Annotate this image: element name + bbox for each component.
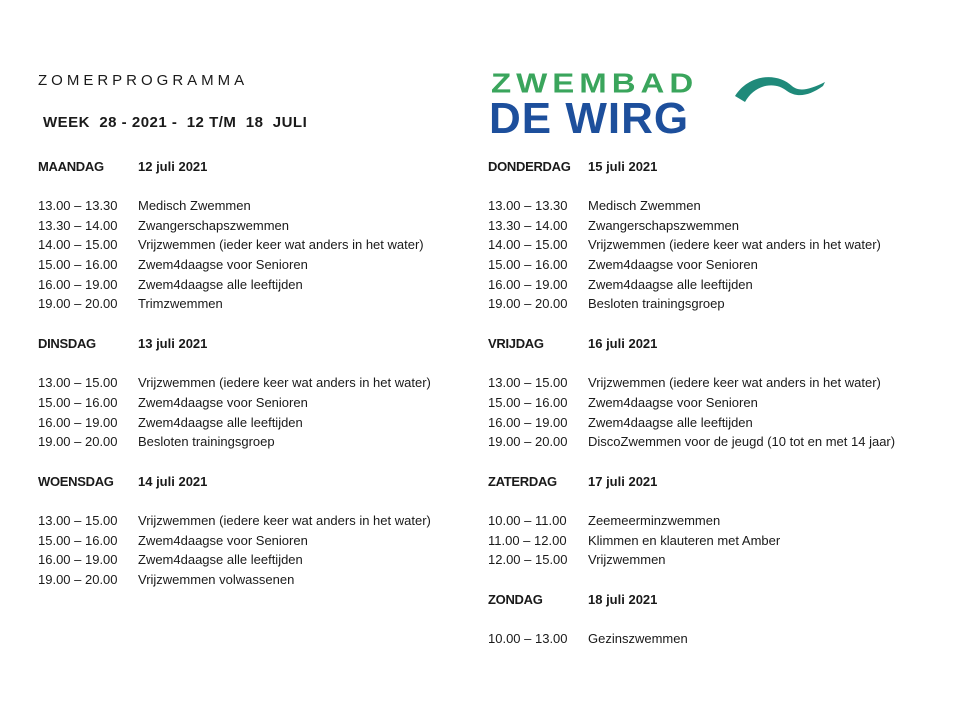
- slot-time: 16.00 – 19.00: [38, 276, 118, 292]
- schedule-row: [38, 393, 478, 413]
- slot-activity: Zwem4daagse voor Senioren: [138, 532, 308, 548]
- slot-activity: Vrijzwemmen (iedere keer wat anders in het water): [588, 375, 881, 391]
- slot-activity: Zeemeerminzwemmen: [588, 512, 721, 528]
- schedule-row: [38, 531, 478, 551]
- day-date: 18 juli 2021: [588, 591, 658, 607]
- schedule-row: [488, 235, 928, 255]
- day-name: DONDERDAG: [488, 159, 571, 174]
- day-header: [488, 472, 928, 492]
- day-header: [38, 472, 478, 492]
- day-name: WOENSDAG: [38, 473, 114, 489]
- slot-time: 15.00 – 16.00: [488, 257, 568, 273]
- slot-activity: Zwem4daagse alle leeftijden: [138, 276, 303, 292]
- day-header: [488, 334, 928, 354]
- schedule-row: [488, 629, 928, 649]
- day-block-dinsdag: [38, 334, 478, 472]
- slot-activity: DiscoZwemmen voor de jeugd (10 tot en met 14 jaar): [588, 434, 896, 450]
- logo-line-de-wirg: DE WIRG: [489, 94, 690, 142]
- slot-activity: Zwem4daagse voor Senioren: [588, 257, 758, 273]
- day-date: 16 juli 2021: [588, 336, 658, 352]
- day-block-zondag: [488, 590, 928, 669]
- slot-activity: Vrijzwemmen: [588, 552, 666, 568]
- schedule-row: [38, 373, 478, 393]
- schedule-row: [488, 275, 928, 295]
- slot-time: 14.00 – 15.00: [38, 237, 118, 253]
- slot-activity: Zwem4daagse alle leeftijden: [138, 414, 303, 430]
- slot-activity: Klimmen en klauteren met Amber: [588, 532, 781, 548]
- schedule-row: [488, 511, 928, 531]
- schedule-row: [38, 570, 478, 590]
- slot-activity: Zwem4daagse alle leeftijden: [138, 552, 303, 568]
- day-header: [488, 590, 928, 610]
- slot-activity: Vrijzwemmen (ieder keer wat anders in het water): [138, 237, 424, 253]
- slot-activity: Vrijzwemmen (iedere keer wat anders in het water): [138, 375, 431, 391]
- schedule-row: [488, 255, 928, 275]
- day-header: [488, 157, 928, 177]
- day-date: 17 juli 2021: [588, 473, 658, 489]
- slot-activity: Vrijzwemmen (iedere keer wat anders in het water): [138, 512, 431, 528]
- schedule-row: [38, 511, 478, 531]
- schedule-row: [488, 196, 928, 216]
- schedule-row: [488, 373, 928, 393]
- day-block-vrijdag: [488, 334, 928, 472]
- schedule-row: [488, 393, 928, 413]
- schedule-row: [38, 413, 478, 433]
- day-date: 12 juli 2021: [138, 159, 208, 174]
- slot-activity: Vrijzwemmen volwassenen: [138, 571, 295, 587]
- slot-time: 11.00 – 12.00: [488, 532, 567, 548]
- slot-time: 13.30 – 14.00: [38, 217, 118, 233]
- schedule-row: [488, 531, 928, 551]
- slot-time: 12.00 – 15.00: [488, 552, 568, 568]
- day-name: DINSDAG: [38, 336, 96, 352]
- week-subtitle: WEEK 28 - 2021 - 12 T/M 18 JULI: [43, 114, 308, 131]
- slot-activity: Zwem4daagse alle leeftijden: [588, 414, 753, 430]
- slot-activity: Gezinszwemmen: [588, 630, 688, 646]
- schedule-column-right: [488, 157, 928, 669]
- slot-activity: Besloten trainingsgroep: [588, 296, 725, 312]
- slot-time: 16.00 – 19.00: [488, 414, 568, 430]
- day-date: 15 juli 2021: [588, 159, 658, 174]
- day-block-woensdag: [38, 472, 478, 610]
- logo-line-zwembad: ZWEMBAD: [491, 67, 699, 99]
- schedule-row: [38, 275, 478, 295]
- schedule-row: [488, 216, 928, 236]
- day-block-zaterdag: [488, 472, 928, 590]
- slot-activity: Zwem4daagse alle leeftijden: [588, 276, 753, 292]
- schedule-column-left: [38, 157, 478, 610]
- slot-time: 19.00 – 20.00: [38, 296, 118, 312]
- schedule-row: [38, 255, 478, 275]
- slot-time: 15.00 – 16.00: [38, 257, 118, 273]
- slot-activity: Zwem4daagse voor Senioren: [138, 394, 308, 410]
- slot-time: 19.00 – 20.00: [488, 434, 568, 450]
- page-title: ZOMERPROGRAMMA: [38, 72, 249, 89]
- schedule-row: [38, 216, 478, 236]
- schedule-row: [38, 196, 478, 216]
- schedule-row: [488, 294, 928, 314]
- day-name: MAANDAG: [38, 159, 104, 174]
- slot-time: 16.00 – 19.00: [38, 414, 118, 430]
- slot-time: 16.00 – 19.00: [488, 276, 568, 292]
- slot-activity: Medisch Zwemmen: [588, 198, 701, 213]
- slot-time: 13.00 – 15.00: [38, 375, 118, 391]
- day-name: ZATERDAG: [488, 473, 557, 489]
- schedule-row: [38, 294, 478, 314]
- slot-activity: Besloten trainingsgroep: [138, 434, 275, 450]
- slot-time: 15.00 – 16.00: [488, 394, 568, 410]
- slot-time: 13.00 – 15.00: [38, 512, 118, 528]
- slot-time: 15.00 – 16.00: [38, 532, 118, 548]
- slot-time: 16.00 – 19.00: [38, 552, 118, 568]
- zwembad-de-wirg-logo: [487, 66, 837, 142]
- logo-wave-icon: [735, 77, 825, 102]
- day-block-donderdag: [488, 157, 928, 334]
- slot-time: 19.00 – 20.00: [38, 434, 118, 450]
- day-date: 14 juli 2021: [138, 473, 208, 489]
- slot-time: 19.00 – 20.00: [38, 571, 118, 587]
- slot-activity: Zwangerschapszwemmen: [588, 217, 740, 233]
- schedule-row: [38, 550, 478, 570]
- day-name: ZONDAG: [488, 591, 543, 607]
- day-date: 13 juli 2021: [138, 336, 208, 352]
- slot-time: 15.00 – 16.00: [38, 394, 118, 410]
- schedule-row: [488, 413, 928, 433]
- schedule-row: [488, 432, 928, 452]
- slot-activity: Trimzwemmen: [138, 296, 223, 312]
- slot-time: 19.00 – 20.00: [488, 296, 568, 312]
- slot-activity: Zwem4daagse voor Senioren: [588, 394, 758, 410]
- slot-time: 10.00 – 11.00: [488, 512, 567, 528]
- slot-activity: Zwangerschapszwemmen: [138, 217, 290, 233]
- slot-activity: Medisch Zwemmen: [138, 198, 251, 213]
- slot-time: 10.00 – 13.00: [488, 630, 568, 646]
- slot-time: 13.30 – 14.00: [488, 217, 568, 233]
- slot-time: 14.00 – 15.00: [488, 237, 568, 253]
- slot-activity: Vrijzwemmen (iedere keer wat anders in het water): [588, 237, 881, 253]
- schedule-row: [488, 550, 928, 570]
- schedule-row: [38, 432, 478, 452]
- day-block-maandag: [38, 157, 478, 334]
- day-name: VRIJDAG: [488, 336, 544, 352]
- day-header: [38, 157, 478, 177]
- slot-time: 13.00 – 13.30: [488, 198, 568, 213]
- slot-time: 13.00 – 13.30: [38, 198, 118, 213]
- slot-activity: Zwem4daagse voor Senioren: [138, 257, 308, 273]
- schedule-row: [38, 235, 478, 255]
- slot-time: 13.00 – 15.00: [488, 375, 568, 391]
- day-header: [38, 334, 478, 354]
